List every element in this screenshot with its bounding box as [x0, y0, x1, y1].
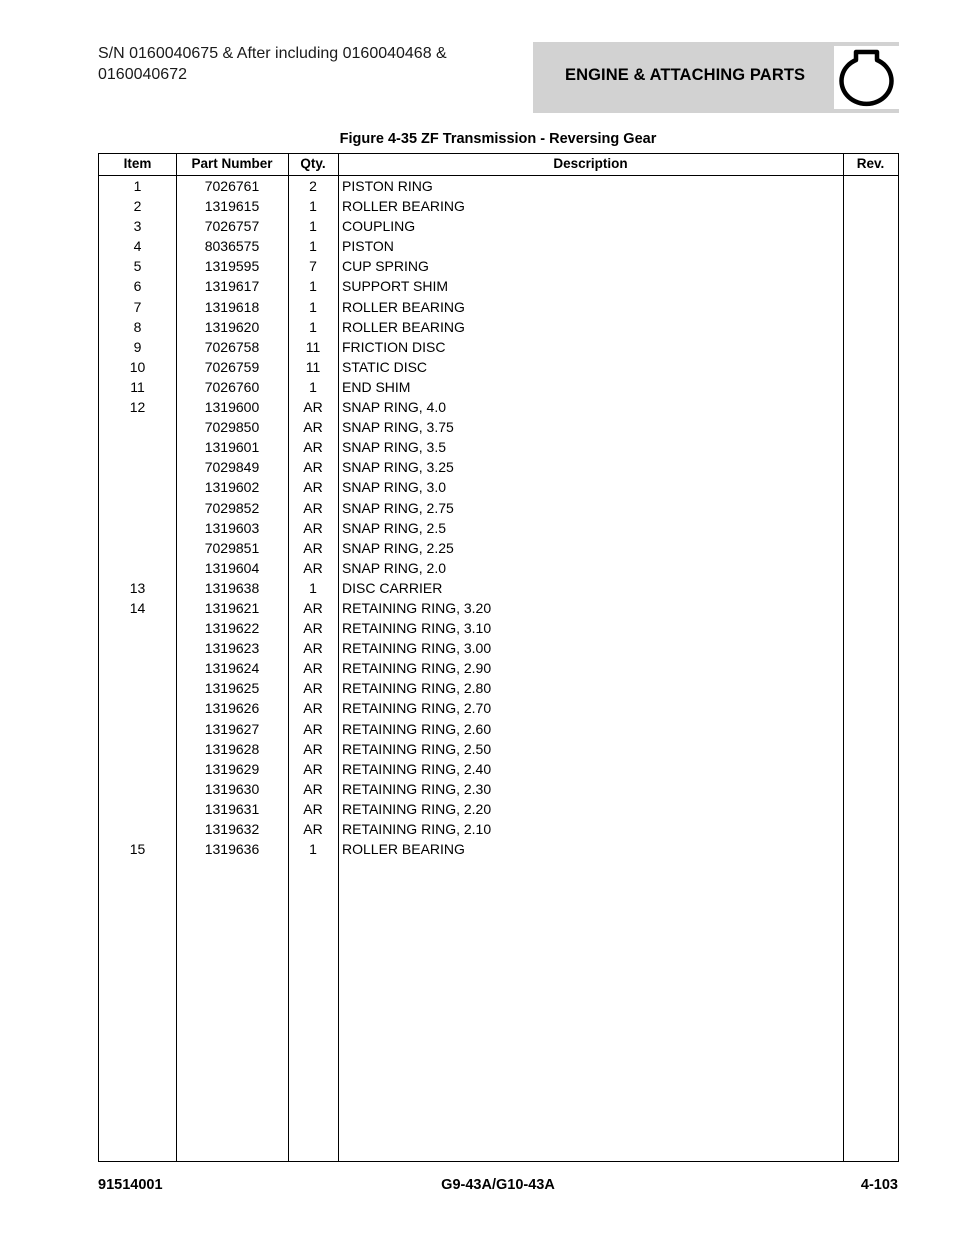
cell-qty: AR [303, 459, 323, 476]
cell-item: 6 [133, 278, 142, 295]
section-title: ENGINE & ATTACHING PARTS [565, 66, 806, 84]
cell-item: 14 [129, 599, 146, 616]
cell-description: PISTON [342, 238, 394, 255]
cell-qty: 2 [309, 178, 317, 194]
cell-item: 2 [133, 198, 142, 215]
cell-description: RETAINING RING, 3.20 [342, 599, 492, 616]
cell-item: 12 [129, 399, 146, 416]
cell-description: RETAINING RING, 2.90 [342, 660, 492, 677]
header-description: Description [553, 156, 628, 171]
cell-part-number: 1319628 [204, 740, 260, 757]
cell-qty: AR [303, 439, 323, 456]
table-body [99, 176, 898, 859]
cell-part-number: 1319622 [204, 620, 260, 637]
cell-item: 15 [129, 841, 146, 858]
table-row [99, 377, 898, 397]
table-row [99, 698, 898, 718]
cell-part-number: 1319618 [204, 298, 260, 315]
cell-description: RETAINING RING, 2.70 [342, 700, 492, 717]
cell-description: RETAINING RING, 2.50 [342, 740, 492, 757]
cell-qty: AR [303, 499, 323, 516]
cell-qty: AR [303, 700, 323, 717]
table-row [99, 678, 898, 698]
cell-description: ROLLER BEARING [342, 841, 465, 858]
cell-qty: AR [303, 720, 323, 737]
cell-qty: AR [303, 419, 323, 436]
cell-description: RETAINING RING, 3.10 [342, 620, 492, 637]
table-row [99, 638, 898, 658]
cell-part-number: 1319630 [204, 780, 260, 797]
engine-outline-icon [834, 46, 899, 109]
cell-item: 9 [133, 338, 142, 355]
table-row [99, 739, 898, 759]
cell-qty: 1 [309, 378, 317, 395]
cell-qty: 1 [309, 318, 317, 335]
table-row [99, 518, 898, 538]
cell-part-number: 1319602 [204, 479, 260, 496]
table-header [99, 154, 898, 176]
footer-doc-number: 91514001 [98, 1177, 163, 1193]
cell-qty: 1 [309, 278, 317, 295]
cell-qty: AR [303, 559, 323, 576]
cell-description: COUPLING [342, 218, 416, 235]
cell-description: CUP SPRING [342, 258, 429, 275]
cell-item: 13 [129, 579, 146, 596]
table-row [99, 317, 898, 337]
cell-qty: AR [303, 680, 323, 697]
cell-part-number: 1319601 [204, 439, 260, 456]
cell-qty: AR [303, 760, 323, 777]
cell-item: 3 [133, 218, 142, 235]
cell-part-number: 1319636 [204, 841, 260, 858]
cell-description: RETAINING RING, 2.30 [342, 780, 492, 797]
cell-qty: AR [303, 539, 323, 556]
cell-qty: AR [303, 519, 323, 536]
header-rev: Rev. [856, 156, 885, 171]
cell-part-number: 7026757 [204, 218, 260, 235]
cell-part-number: 1319595 [204, 258, 260, 275]
header-qty: Qty. [300, 156, 326, 171]
cell-description: SNAP RING, 3.5 [342, 439, 447, 456]
cell-part-number: 1319632 [204, 821, 260, 837]
table-row [99, 256, 898, 276]
cell-description: SNAP RING, 3.25 [342, 459, 454, 476]
cell-part-number: 7026759 [204, 358, 260, 375]
cell-item: 10 [129, 358, 146, 375]
table-row [99, 779, 898, 799]
cell-item: 11 [130, 378, 145, 395]
cell-part-number: 1319621 [204, 599, 260, 616]
cell-qty: AR [303, 821, 323, 837]
table-row [99, 477, 898, 497]
cell-qty: 1 [309, 579, 317, 596]
figure-title: Figure 4-35 ZF Transmission - Reversing Gear [339, 131, 657, 147]
cell-description: DISC CARRIER [342, 579, 443, 596]
cell-part-number: 1319629 [204, 760, 260, 777]
table-row [99, 397, 898, 417]
cell-qty: 1 [309, 198, 317, 215]
cell-item: 8 [133, 318, 142, 335]
parts-table [98, 153, 899, 1162]
cell-part-number: 1319625 [204, 680, 260, 697]
cell-part-number: 1319627 [204, 720, 260, 737]
table-row [99, 196, 898, 216]
cell-part-number: 1319623 [204, 640, 260, 657]
cell-part-number: 8036575 [204, 238, 260, 255]
serial-line-2: 0160040672 [98, 66, 187, 83]
header-item: Item [123, 156, 152, 171]
cell-part-number: 7026760 [204, 378, 260, 395]
cell-description: RETAINING RING, 2.60 [342, 720, 492, 737]
cell-part-number: 1319617 [204, 278, 260, 295]
cell-qty: 1 [309, 218, 317, 235]
section-banner [533, 42, 899, 113]
table-row [99, 538, 898, 558]
cell-part-number: 1319615 [204, 198, 260, 215]
table-row [99, 598, 898, 618]
table-row [99, 558, 898, 578]
cell-description: SNAP RING, 2.25 [342, 539, 454, 556]
table-row [99, 437, 898, 457]
cell-part-number: 1319638 [204, 579, 260, 596]
table-row [99, 276, 898, 296]
cell-qty: 7 [309, 258, 317, 275]
cell-description: FRICTION DISC [342, 338, 446, 355]
cell-part-number: 1319603 [204, 519, 260, 536]
cell-description: PISTON RING [342, 178, 433, 194]
cell-description: SNAP RING, 4.0 [342, 399, 447, 416]
cell-qty: 1 [309, 238, 317, 255]
cell-part-number: 1319604 [204, 559, 260, 576]
cell-qty: AR [303, 399, 323, 416]
footer-page-number: 4-103 [860, 1177, 898, 1193]
cell-qty: 11 [305, 358, 321, 375]
cell-description: SNAP RING, 2.75 [342, 499, 454, 516]
cell-qty: AR [303, 740, 323, 757]
cell-qty: AR [303, 599, 323, 616]
serial-number-header [98, 43, 518, 85]
table-row [99, 216, 898, 236]
cell-item: 4 [133, 238, 142, 255]
cell-part-number: 1319600 [204, 399, 260, 416]
cell-part-number: 7029850 [204, 419, 260, 436]
table-row [99, 357, 898, 377]
table-row [99, 176, 898, 196]
table-row [99, 417, 898, 437]
cell-item: 7 [133, 298, 142, 315]
cell-description: RETAINING RING, 3.00 [342, 640, 492, 657]
cell-part-number: 7029851 [204, 539, 260, 556]
cell-description: STATIC DISC [342, 358, 428, 375]
serial-line-1: S/N 0160040675 & After including 0160040468 & [98, 45, 447, 62]
table-row [99, 578, 898, 598]
cell-qty: AR [303, 780, 323, 797]
cell-description: ROLLER BEARING [342, 298, 465, 315]
cell-description: ROLLER BEARING [342, 318, 465, 335]
cell-qty: 1 [309, 298, 317, 315]
cell-description: END SHIM [342, 378, 411, 395]
table-row [99, 759, 898, 779]
table-row [99, 839, 898, 859]
cell-qty: AR [303, 640, 323, 657]
table-row [99, 498, 898, 518]
cell-qty: 1 [309, 841, 317, 858]
cell-part-number: 1319620 [204, 318, 260, 335]
cell-part-number: 7026758 [204, 338, 260, 355]
cell-qty: AR [303, 620, 323, 637]
table-row [99, 719, 898, 739]
cell-description: SNAP RING, 2.5 [342, 519, 447, 536]
footer-model: G9-43A/G10-43A [441, 1177, 555, 1193]
table-row [99, 337, 898, 357]
header-part-number: Part Number [191, 156, 273, 171]
cell-part-number: 1319631 [204, 800, 260, 817]
table-row [99, 236, 898, 256]
cell-description: RETAINING RING, 2.20 [342, 800, 492, 817]
cell-qty: AR [303, 660, 323, 677]
cell-part-number: 7026761 [204, 178, 260, 194]
table-row [99, 618, 898, 638]
table-row [99, 799, 898, 819]
cell-description: RETAINING RING, 2.40 [342, 760, 492, 777]
table-row [99, 819, 898, 839]
cell-part-number: 1319624 [204, 660, 260, 677]
cell-part-number: 7029849 [204, 459, 260, 476]
cell-item: 1 [133, 178, 142, 194]
cell-part-number: 7029852 [204, 499, 260, 516]
table-row [99, 658, 898, 678]
cell-qty: AR [303, 800, 323, 817]
cell-item: 5 [133, 258, 142, 275]
cell-qty: AR [303, 479, 323, 496]
cell-description: SNAP RING, 2.0 [342, 559, 447, 576]
cell-description: SNAP RING, 3.75 [342, 419, 454, 436]
cell-description: SUPPORT SHIM [342, 278, 449, 295]
table-row [99, 297, 898, 317]
cell-qty: 11 [305, 338, 321, 355]
cell-description: ROLLER BEARING [342, 198, 465, 215]
table-row [99, 457, 898, 477]
cell-description: RETAINING RING, 2.10 [342, 821, 492, 837]
cell-description: SNAP RING, 3.0 [342, 479, 447, 496]
cell-description: RETAINING RING, 2.80 [342, 680, 492, 697]
cell-part-number: 1319626 [204, 700, 260, 717]
